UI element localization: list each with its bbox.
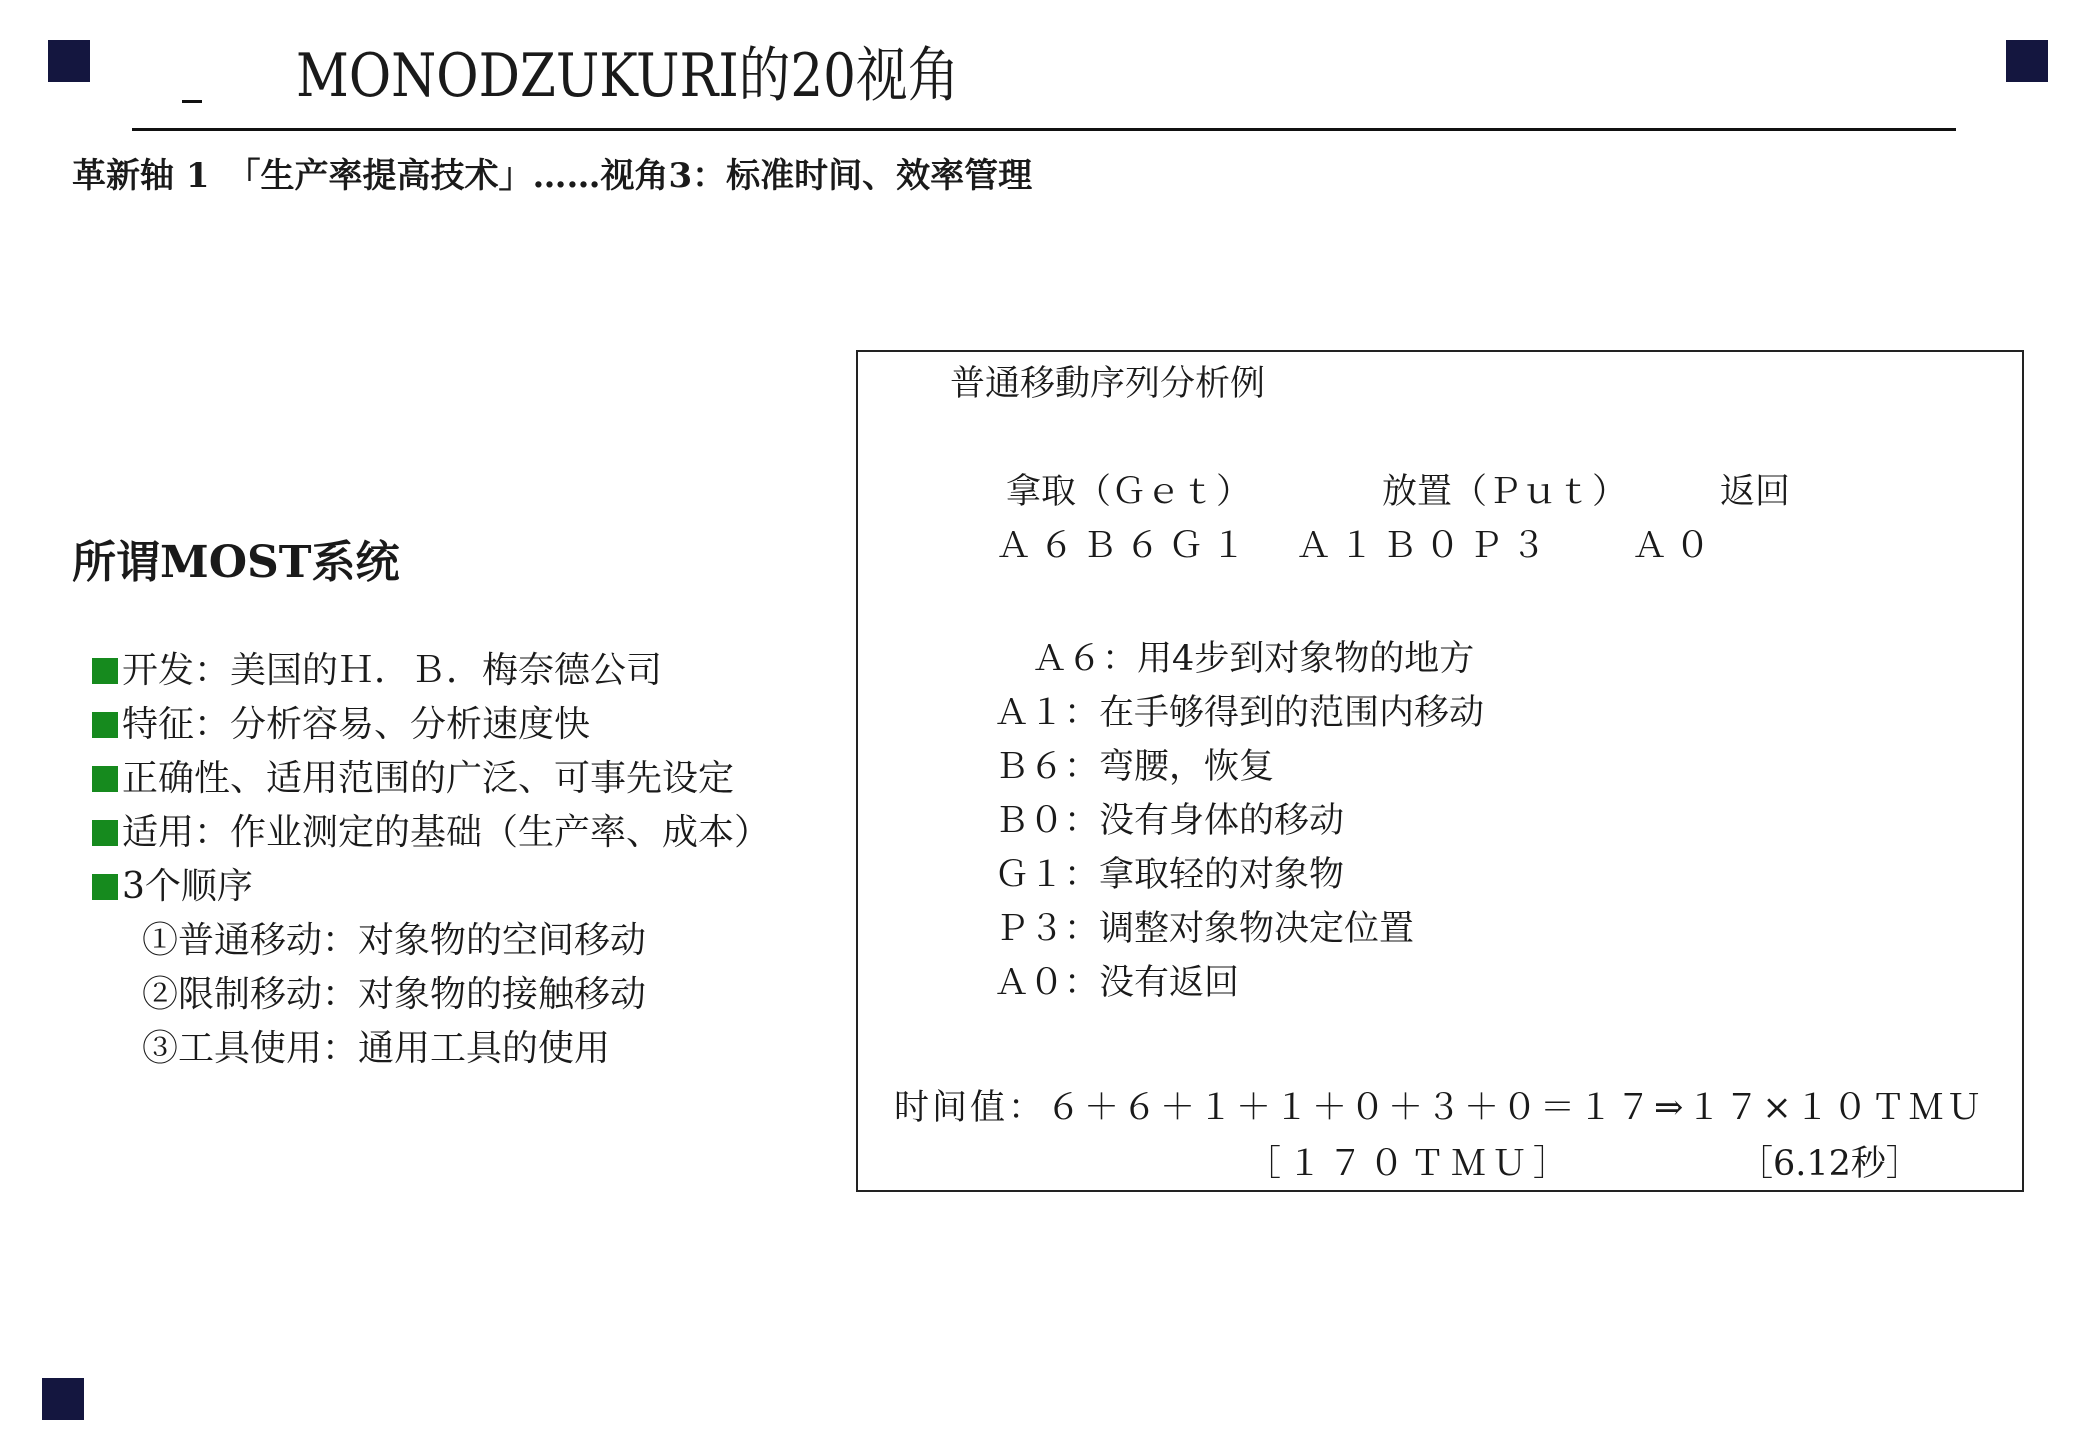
list-item bbox=[92, 698, 770, 752]
example-title: 普通移動序列分析例 bbox=[950, 364, 1266, 404]
put-sequence-code: Ａ１Ｂ０Ｐ３ bbox=[1296, 526, 1555, 566]
sequence-example-box bbox=[856, 350, 2024, 1192]
green-square-bullet-icon bbox=[92, 874, 118, 900]
return-sequence-code: Ａ０ bbox=[1632, 526, 1719, 566]
sub-list-item: ①普通移动：对象物的空间移动 bbox=[142, 920, 647, 961]
time-value-formula: 时间值：６＋６＋１＋１＋０＋３＋０＝１７⇒１７×１０ＴＭＵ bbox=[894, 1088, 1985, 1128]
step-get-label: 拿取（Ｇｅｔ） bbox=[1006, 472, 1252, 512]
most-heading: 所谓MOST系统 bbox=[72, 537, 400, 588]
title-mark bbox=[182, 100, 202, 103]
corner-square-top-right bbox=[2006, 40, 2048, 82]
corner-square-bottom-left bbox=[42, 1378, 84, 1420]
green-square-bullet-icon bbox=[92, 820, 118, 846]
definition-item: Ａ０：没有返回 bbox=[994, 963, 1240, 1003]
sub-list-item: ③工具使用：通用工具的使用 bbox=[142, 1028, 611, 1069]
list-item bbox=[92, 752, 770, 806]
definition-item: Ｇ１：拿取轻的对象物 bbox=[994, 855, 1345, 895]
list-item-text: 正确性、适用范围的广泛、可事先设定 bbox=[122, 758, 735, 799]
title-divider bbox=[132, 128, 1956, 131]
step-return-label: 返回 bbox=[1720, 472, 1791, 512]
list-item bbox=[92, 860, 770, 914]
list-item bbox=[92, 644, 770, 698]
definition-item: Ｂ０：没有身体的移动 bbox=[994, 801, 1345, 841]
definition-item: Ａ１：在手够得到的范围内移动 bbox=[994, 693, 1485, 733]
get-sequence-code: Ａ６Ｂ６Ｇ１ bbox=[996, 526, 1255, 566]
green-square-bullet-icon bbox=[92, 658, 118, 684]
list-item-text: 适用：作业测定的基础（生产率、成本） bbox=[122, 812, 771, 853]
index-definition-list bbox=[994, 632, 1484, 1010]
list-item-text: 开发：美国的Ｈ．Ｂ．梅奈德公司 bbox=[122, 650, 663, 691]
sub-list-item: ②限制移动：对象物的接触移动 bbox=[142, 974, 647, 1015]
list-item-text: 特征：分析容易、分析速度快 bbox=[122, 704, 591, 745]
green-square-bullet-icon bbox=[92, 712, 118, 738]
list-item bbox=[92, 806, 770, 860]
corner-square-top-left bbox=[48, 40, 90, 82]
definition-item: Ｂ６：弯腰，恢复 bbox=[994, 747, 1275, 787]
page-title: MONODZUKURI的20视角 bbox=[296, 41, 960, 111]
tmu-total: ［１７０ＴＭＵ］ bbox=[1246, 1144, 1575, 1184]
step-put-label: 放置（Ｐｕｔ） bbox=[1382, 472, 1628, 512]
seconds-total: ［6.12秒］ bbox=[1738, 1144, 1921, 1184]
definition-item: Ｐ３：调整对象物决定位置 bbox=[994, 909, 1415, 949]
definition-item: Ａ６：用4步到对象物的地方 bbox=[1032, 639, 1475, 679]
page-subtitle: 革新轴 1 「生产率提高技术」……视角3：标准时间、效率管理 bbox=[72, 156, 1033, 196]
green-square-bullet-icon bbox=[92, 766, 118, 792]
most-feature-list bbox=[92, 644, 770, 1076]
list-item-text: 3个顺序 bbox=[122, 866, 253, 907]
